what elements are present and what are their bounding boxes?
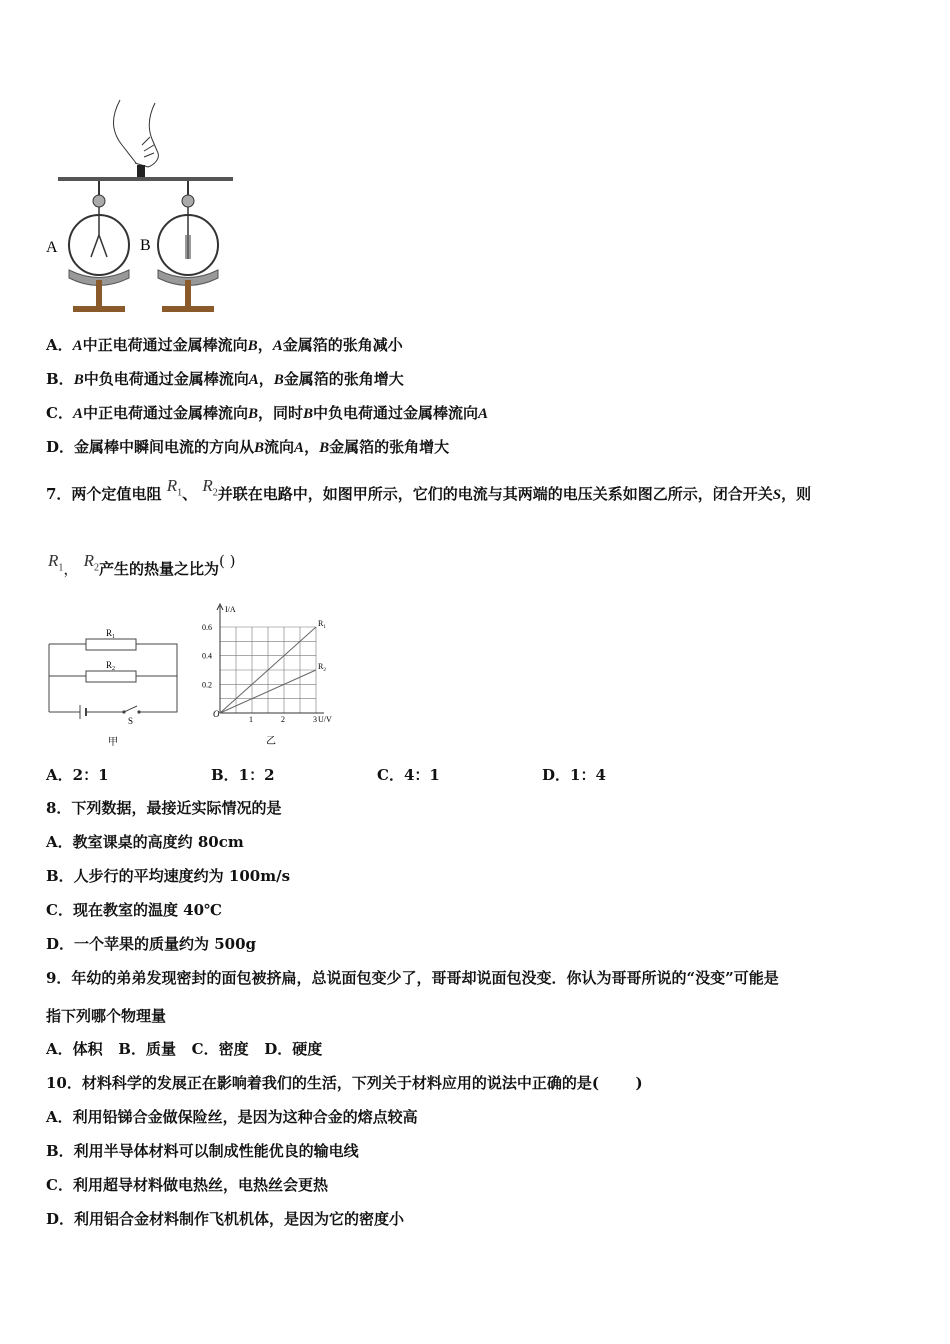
electroscope-a xyxy=(69,181,129,312)
series-label-R1: $R_1$ xyxy=(318,619,326,630)
q7-r1: $R_1$ xyxy=(166,476,183,499)
q6-b-text1: 中负电荷通过金属棒流向 xyxy=(83,370,249,388)
label-a: A xyxy=(46,239,58,256)
q8-stem: 8．下列数据，最接近实际情况的是 xyxy=(46,799,282,817)
resistor-r2 xyxy=(86,671,136,682)
chart-caption: 乙 xyxy=(266,736,276,747)
circuit-diagram xyxy=(44,622,184,752)
metal-rod xyxy=(58,177,233,181)
q10-option-b: B．利用半导体材料可以制成性能优良的输电线 xyxy=(46,1142,359,1160)
q6-d-text3: 金属箔的张角增大 xyxy=(329,438,450,456)
x-axis-label: U/V xyxy=(318,715,332,724)
q7-option-a: A．2：1 xyxy=(46,766,109,784)
x-tick-label: 3 xyxy=(313,715,317,724)
q9-stem-line2: 指下列哪个物理量 xyxy=(46,1007,167,1025)
q6-b-var3: B xyxy=(273,372,284,388)
q10-option-d: D．利用铝合金材料制作飞机机体，是因为它的密度小 xyxy=(46,1210,405,1228)
q8-option-d: D．一个苹果的质量约为 500g xyxy=(46,935,257,953)
q7-switch-var: S xyxy=(772,487,782,503)
q7-l2-paren: ( ) xyxy=(219,552,236,570)
q6-d-prefix: D．金属棒中瞬间电流的方向从 xyxy=(46,438,255,456)
q6-option-a xyxy=(46,335,403,356)
q6-a-prefix: A． xyxy=(46,336,73,354)
y-axis-label: I/A xyxy=(225,605,236,614)
q6-c-prefix: C． xyxy=(46,404,73,422)
circuit-caption: 甲 xyxy=(108,737,118,748)
q6-b-text2: ， xyxy=(258,370,274,388)
q10-stem: 10．材料科学的发展正在影响着我们的生活，下列关于材料应用的说法中正确的是( ) xyxy=(46,1074,643,1092)
q6-d-text1: 流向 xyxy=(264,438,295,456)
q6-c-var2: B xyxy=(247,406,258,422)
q6-a-var2: B xyxy=(247,338,258,354)
q6-c-text1: 中正电荷通过金属棒流向 xyxy=(82,404,248,422)
q7-option-b: B．1：2 xyxy=(211,766,275,784)
q6-option-b xyxy=(46,369,404,390)
x-tick-label: 1 xyxy=(249,715,253,724)
electroscope-figure xyxy=(40,95,250,320)
q6-d-var1: B xyxy=(254,440,265,456)
origin-label: O xyxy=(213,709,220,719)
q7-r2: $R_2$ xyxy=(202,476,218,499)
q8-option-a: A．教室课桌的高度约 80cm xyxy=(46,833,244,851)
q6-b-var2: A xyxy=(248,372,259,388)
label-b: B xyxy=(140,237,151,254)
resistor-r1 xyxy=(86,639,136,650)
y-tick-label: 0.4 xyxy=(202,651,212,661)
q7-option-c: C．4：1 xyxy=(377,766,440,784)
x-tick-label: 2 xyxy=(281,715,285,724)
q7-l2-text: 产生的热量之比为 xyxy=(99,560,220,578)
q7-stem-line2 xyxy=(48,551,236,586)
grip xyxy=(137,165,145,177)
q7-l2-r2: $R_2$ xyxy=(83,551,100,574)
q6-d-text2: ， xyxy=(304,438,320,456)
q6-a-text1: 中正电荷通过金属棒流向 xyxy=(82,336,248,354)
q7-stem-line1 xyxy=(46,476,812,511)
q7-text3: ，则 xyxy=(781,485,812,503)
q6-c-text3: 中负电荷通过金属棒流向 xyxy=(313,404,479,422)
q8-option-c: C．现在教室的温度 40℃ xyxy=(46,901,223,919)
q7-l2-r1: $R_1$ xyxy=(48,551,64,574)
q7-text1: 7．两个定值电阻 xyxy=(46,485,162,503)
circuit-label-r2: $R_2$ xyxy=(106,660,116,672)
q6-a-var3: A xyxy=(272,338,283,354)
q6-option-c xyxy=(46,403,488,424)
hand-illustration xyxy=(114,100,159,167)
q10-option-a: A．利用铅锑合金做保险丝，是因为这种合金的熔点较高 xyxy=(46,1108,418,1126)
electroscope-b xyxy=(158,181,218,312)
q6-a-text3: 金属箔的张角减小 xyxy=(282,336,403,354)
q6-c-var3: B xyxy=(303,406,314,422)
circuit-label-r1: $R_1$ xyxy=(106,628,116,640)
q6-a-text2: ， xyxy=(257,336,273,354)
q6-c-var1: A xyxy=(72,406,83,422)
q7-sep: 、 xyxy=(182,485,198,503)
q10-option-c: C．利用超导材料做电热丝，电热丝会更热 xyxy=(46,1176,328,1194)
series-label-R2: $R_2$ xyxy=(318,662,326,673)
q6-b-prefix: B． xyxy=(46,370,74,388)
q6-d-var2: A xyxy=(294,440,305,456)
switch xyxy=(124,706,137,712)
q6-a-var1: A xyxy=(72,338,83,354)
q6-option-d xyxy=(46,437,449,458)
q6-b-var1: B xyxy=(73,372,84,388)
q8-option-b: B．人步行的平均速度约为 100m/s xyxy=(46,867,291,885)
q7-text2: 并联在电路中，如图甲所示，它们的电流与其两端的电压关系如图乙所示，闭合开关 xyxy=(217,485,773,503)
iu-chart xyxy=(198,600,358,750)
q6-c-var4: A xyxy=(478,406,489,422)
y-tick-label: 0.6 xyxy=(202,623,212,632)
q7-option-d: D．1：4 xyxy=(542,766,606,784)
q9-stem-line1: 9．年幼的弟弟发现密封的面包被挤扁，总说面包变少了，哥哥却说面包没变．你认为哥哥所说的“没变”可能是 xyxy=(46,969,779,987)
q6-b-text3: 金属箔的张角增大 xyxy=(283,370,404,388)
circuit-label-s: S xyxy=(128,716,134,726)
y-tick-label: 0.2 xyxy=(202,680,212,690)
q6-d-var3: B xyxy=(319,440,330,456)
q6-c-text2: ，同时 xyxy=(258,404,304,422)
q7-l2-sep: ， xyxy=(63,560,79,578)
q9-options: A．体积 B．质量 C．密度 D．硬度 xyxy=(46,1040,323,1058)
